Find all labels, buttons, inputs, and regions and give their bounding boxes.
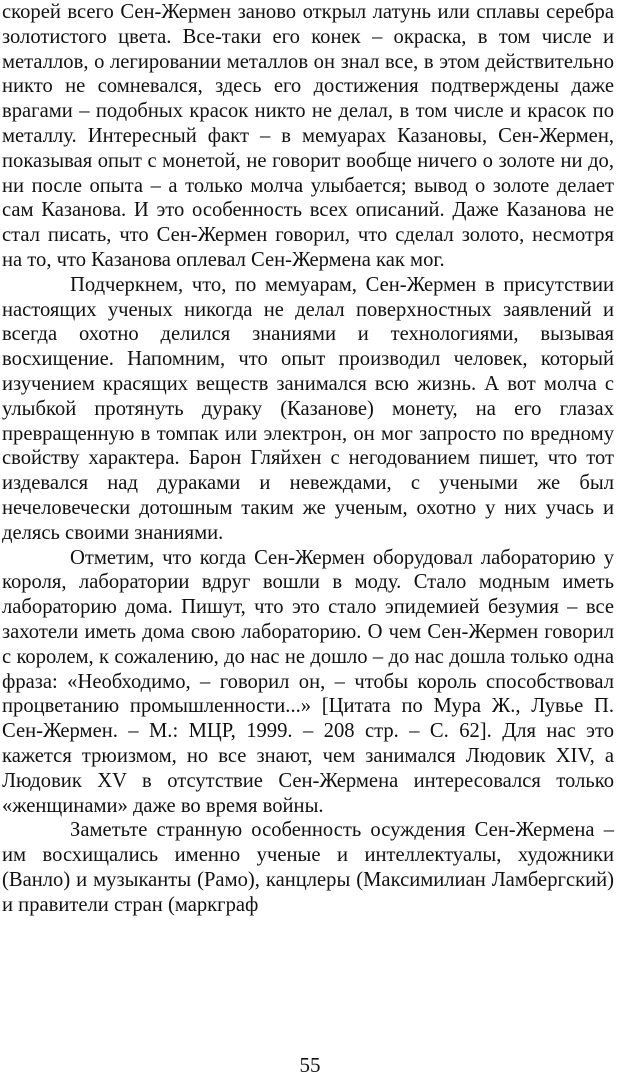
- paragraph-4: Заметьте странную особенность осуждения Сен-Жермена – им восхищались именно ученые и интеллектуалы, художники (Ванло) и музыканты (Рамо), канцлеры (Максимилиан Ламбергский) и правители стран (маркграф: [2, 819, 614, 916]
- page-body-text: [2, 0, 614, 917]
- paragraph-1: скорей всего Сен-Жермен заново открыл латунь или сплавы серебра золотистого цвета. Все-таки его конек – окраска, в том числе и металлов, о легировании металлов он знал все, в этом действительно никто не сомневался, здесь его достижения подтверждены даже врагами – подобных красок никто не делал, в том числе и красок по металлу. Интересный факт – в мемуарах Казановы, Сен-Жермен, показывая опыт с монетой, не говорит вообще ничего о золоте ни до, ни после опыта – а только молча улыбается; вывод о золоте делает сам Казанова. И это особенность всех описаний. Даже Казанова не стал писать, что Сен-Жермен говорил, что сделал золото, несмотря на то, что Казанова оплевал Сен-Жермена как мог.: [2, 1, 614, 271]
- paragraph-3: Отметим, что когда Сен-Жермен оборудовал лабораторию у короля, лаборатории вдруг вошли в моду. Стало модным иметь лабораторию дома. Пишут, что это стало эпидемией безумия – все захотели иметь дома свою лабораторию. О чем Сен-Жермен говорил с королем, к сожалению, до нас не дошло – до нас дошла только одна фраза: «Необходимо, – говорил он, – чтобы король способствовал процветанию промышленности...» [Цитата по Мура Ж., Лувье П. Сен-Жермен. – М.: МЦР, 1999. – 208 стр. – С. 62]. Для нас это кажется трюизмом, но все знают, чем занимался Людовик XIV, а Людовик XV в отсутствие Сен-Жермена интересовался только «женщинами» даже во время войны.: [2, 546, 614, 817]
- paragraph-2: Подчеркнем, что, по мемуарам, Сен-Жермен в присутствии настоящих ученых никогда не делал поверхностных заявлений и всегда охотно делился знаниями и технологиями, вызывая восхищение. Напомним, что опыт производил человек, который изучением красящих веществ занимался всю жизнь. А вот молча с улыбкой протянуть дураку (Казанове) монету, на его глазах превращенную в томпак или электрон, он мог запросто по вредному свойству характера. Барон Гляйхен с негодованием пишет, что тот издевался над дураками и невеждами, с учеными же был нечеловечески дотошным таким же ученым, охотно у них учась и делясь своими знаниями.: [2, 273, 614, 544]
- page-number: 55: [299, 1053, 321, 1077]
